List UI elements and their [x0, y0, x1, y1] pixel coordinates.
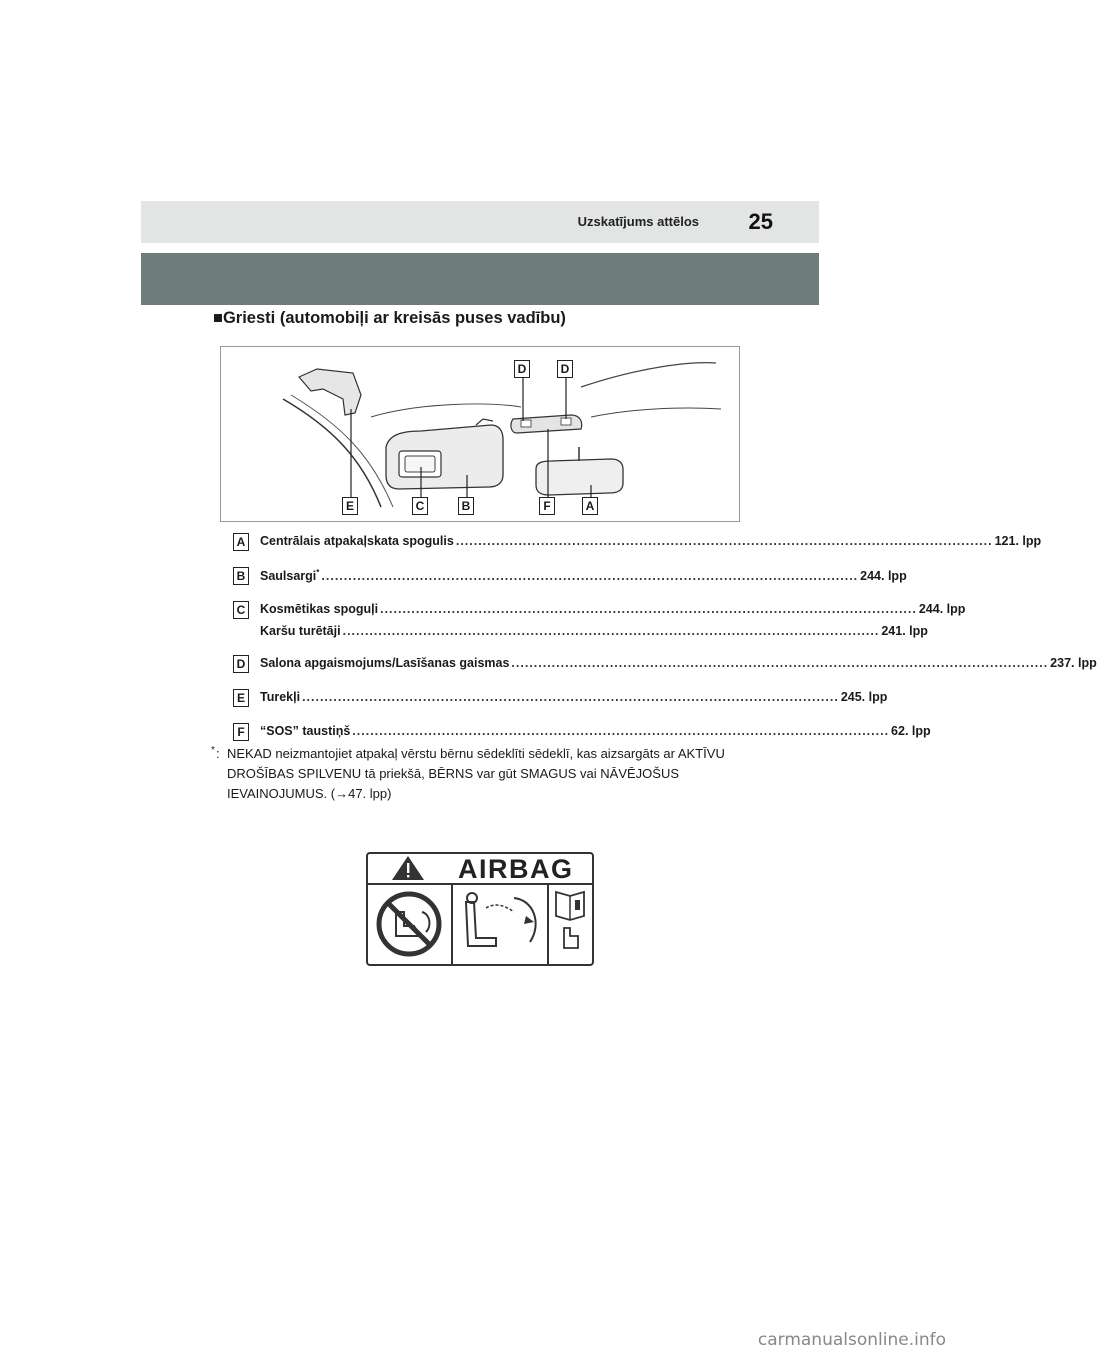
page-number: 25: [748, 209, 773, 234]
airbag-warning-label: [366, 852, 594, 966]
entry-label: Saulsargi: [260, 569, 317, 584]
entry-a: A Centrālais atpakaļskata spogulis ........................................................................................................................ 121. lpp: [233, 533, 721, 553]
footnote-asterisk: *: [211, 745, 215, 756]
entry-label: “SOS” taustiņš: [260, 724, 351, 738]
square-bullet-icon: ■: [213, 309, 223, 327]
watermark: carmanualsonline.info: [757, 1330, 946, 1350]
section-heading-text: Griesti (automobiļi ar kreisās puses vadību): [222, 309, 566, 327]
callout-b: B: [458, 497, 474, 515]
entry-d: D Salona apgaismojums/Lasīšanas gaismas ........................................................................................................................ 237. lpp: [233, 655, 721, 675]
entry-letter: D: [233, 655, 249, 673]
entry-c-secondary: Karšu turētāji ........................................................................................................................ 241. lpp: [260, 624, 928, 638]
entry-e: E Turekļi ........................................................................................................................ 245. lpp: [233, 689, 721, 709]
entry-letter: A: [233, 533, 249, 551]
footnote-marker: *: [316, 568, 320, 577]
entry-label: Karšu turētāji: [260, 624, 341, 638]
callout-f: F: [539, 497, 555, 515]
entry-f: F “SOS” taustiņš ........................................................................................................................ 62. lpp: [233, 723, 721, 743]
entry-page-ref[interactable]: 241. lpp: [881, 624, 928, 638]
running-header: [141, 201, 819, 243]
entry-page-ref[interactable]: 245. lpp: [840, 690, 888, 704]
ceiling-illustration: [220, 346, 740, 522]
callout-d-right: D: [557, 360, 573, 378]
entry-page-ref[interactable]: 244. lpp: [918, 602, 966, 616]
entry-label: Salona apgaismojums/Lasīšanas gaismas: [260, 656, 510, 670]
callout-a: A: [582, 497, 598, 515]
footnote: * : NEKAD neizmantojiet atpakaļ vērstu bērnu sēdeklīti sēdeklī, kas aizsargāts ar AKTĪVU DROŠĪBAS SPILVENU tā priekšā, BĒRNS var gūt SMAGUS vai NĀVĒJOŠUS IEVAINOJUMUS. (→47. lpp): [211, 744, 731, 804]
entry-page-ref[interactable]: 237. lpp: [1050, 656, 1097, 670]
section-band: [141, 253, 819, 305]
entry-letter: B: [233, 567, 249, 585]
entry-b: B Saulsargi* ........................................................................................................................ 244. lpp: [233, 567, 721, 587]
entry-page-ref[interactable]: 121. lpp: [994, 534, 1042, 548]
entry-label: Turekļi: [260, 690, 301, 704]
entry-label: Kosmētikas spoguļi: [260, 602, 379, 616]
section-heading: [213, 309, 566, 328]
header-title: Uzskatījums attēlos: [577, 214, 699, 229]
entry-c: C Kosmētikas spoguļi ........................................................................................................................ 244. lpp: [233, 601, 721, 621]
entry-page-ref[interactable]: 62. lpp: [891, 724, 931, 738]
entry-letter: F: [233, 723, 249, 741]
callout-e: E: [342, 497, 358, 515]
airbag-title: AIRBAG: [458, 854, 574, 884]
footnote-text: NEKAD neizmantojiet atpakaļ vērstu bērnu sēdeklīti sēdeklī, kas aizsargāts ar AKTĪVU DROŠĪBAS SPILVENU tā priekšā, BĒRNS var gūt SMAGUS vai NĀVĒJOŠUS IEVAINOJUMUS. (→47. lpp): [227, 746, 725, 801]
entry-letter: E: [233, 689, 249, 707]
ceiling-drawing: [221, 347, 739, 521]
entry-label: Centrālais atpakaļskata spogulis: [260, 534, 454, 548]
callout-c: C: [412, 497, 428, 515]
entry-page-ref[interactable]: 244. lpp: [860, 569, 907, 584]
entry-letter: C: [233, 601, 249, 619]
callout-d-left: D: [514, 360, 530, 378]
